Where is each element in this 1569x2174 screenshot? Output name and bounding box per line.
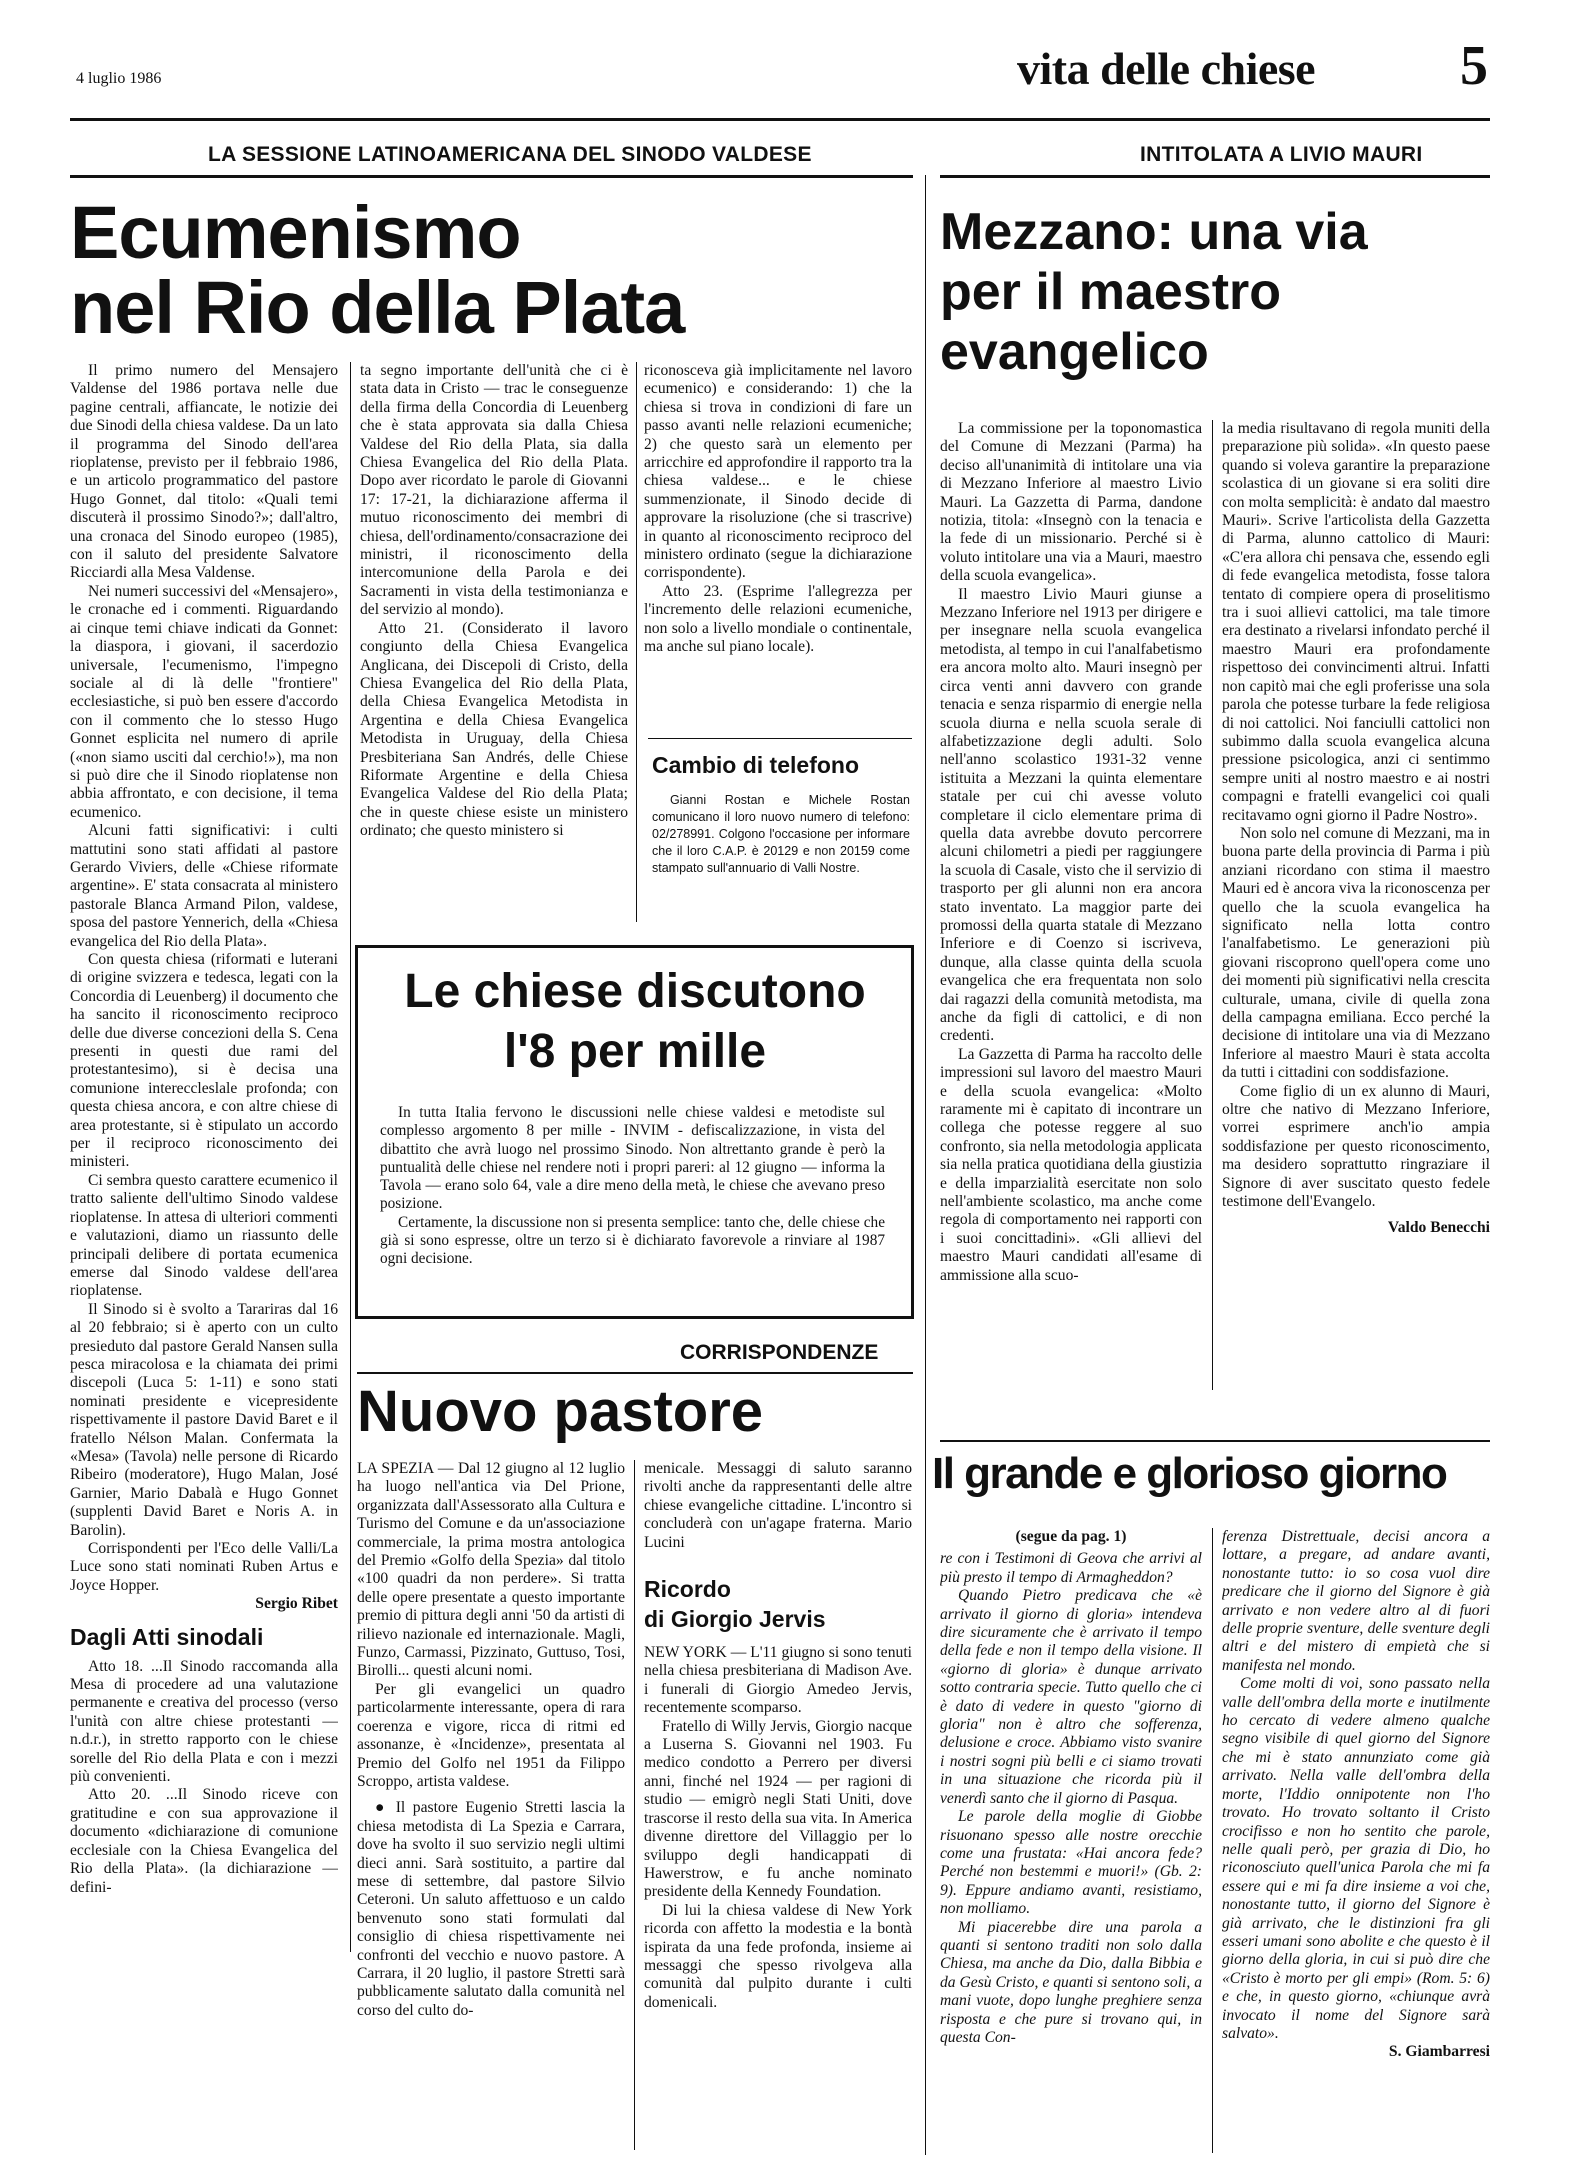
paragraph: Le parole della moglie di Giobbe risuonano spesso alle nostre orecchie come una frustata: «Hai ancora fede? Perché non bestemmi e muori!» (Gb. 2: 9). Eppure andiamo avanti, resistiamo, non molliamo. [940,1808,1202,1918]
column-divider [636,362,637,922]
paragraph: La Gazzetta di Parma ha raccolto delle impressioni sul lavoro del maestro Mauri e della scuola evangelica: «Molto raramente mi è capitato di incontrare un collega che potesse reggere al suo confronto, sia nella metodologia applicata sia nella pratica quotidiana della giustizia e della imparzialità esercitate non solo nell'ambiente scolastico, ma anche come regola di comportamento nei rapporti con i suoi concittadini». «Gli allievi del maestro Mauri candidati all'esame di ammissione alla scuo- [940,1045,1202,1284]
column-divider [1212,420,1213,1390]
kicker-mezzano: INTITOLATA A LIVIO MAURI [1140,143,1423,166]
paragraph: Quando Pietro predicava che «è arrivato il giorno di gloria» intendeva dire sicuramente che è arrivato il tempo della fede e non il tempo della visione. Il «giorno di gloria» è dunque arrivato sotto contraria specie. Tutto quello che ci è dato di vedere in questo "giorno di gloria" non è altro che sofferenza, delusione e croce. Abbiamo visto svanire i nostri sogni più belli e ci siamo trovati in una situazione che ricorda più il venerdì santo che il giorno di Pasqua. [940,1587,1202,1807]
headline-line2: l'8 per mille [503,1025,767,1078]
page-number: 5 [1460,35,1488,97]
paragraph: Atto 21. (Considerato il lavoro congiunto della Chiesa Evangelica Anglicana, dei Discepoli di Cristo, della Chiesa Evangelica del Rio della Plata, della Chiesa Evangelica Metodista in Argentina e della Chiesa Evangelica Metodista in Uruguay, della Chiesa Presbiteriana San Andrés, delle Chiese Riformate Argentine e della Chiesa Evangelica Valdese del Rio della Plata; che in queste chiese esiste un ministero ordinato; che questo ministero si [360,619,628,840]
headline-nuovo-pastore: Nuovo pastore [357,1379,764,1444]
headline-ecumenismo [70,191,685,350]
headline-line3: evangelico [940,323,1209,381]
corrispondenze-rule [357,1372,913,1374]
paragraph [357,1799,625,2020]
paragraph: Come molti di voi, sono passato nella valle dell'ombra della morte e inutilmente ho cercato di vedere almeno qualche segno visibile di quel giorno del Signore che mi è stato annunziato come già arrivato. Nella valle dell'ombra della morte, l'Iddio onnipotente non l'ho trovato. Ho trovato soltanto il Cristo crocifisso e non ho sentito che parole, nelle quali però, per grazia di Dio, ho riconosciuto quell'unica Parola che mi fa essere qui e mi fa dire insieme a voi che, nonostante tutto, il giorno del Signore è già arrivato, che le distinzioni fra gli esseri umani sono abolite e che questo è il giorno della gloria, in cui si può dire che «Cristo è morto per gli empi» (Rom. 5: 6) e che, in questo giorno, «chiunque avrà invocato il nome del Signore sarà salvato». [1222,1675,1490,2042]
signature: Sergio Ribet [255,1595,338,1613]
paragraph: ferenza Distrettuale, decisi ancora a lottare, a pregare, ad andare avanti, nonostante tutto: io so cosa vuol dire predicare che il giorno del Signore è già arrivato e non vedere altro al di fuori delle proprie sventure, delle sventure degli altri e del mistero di empietà che si manifesta nel mondo. [1222,1528,1490,1674]
kicker-ecumenismo: LA SESSIONE LATINOAMERICANA DEL SINODO VALDESE [208,143,812,166]
paragraph: Con questa chiesa (riformati e luterani di origine svizzera e tedesca, legati con la Concordia di Leuenberg) il documento che ha sancito il riconoscimento reciproco delle due diverse concezioni della S. Cena presenti in questi due rami del protestantesimo), si è decisa una comunione intereccleslale profonda; con questa chiesa ancora, e con altre chiese di area protestante, si è stipulato un accordo per il reciproco riconoscimento dei ministeri. [70,951,338,1171]
column-divider [350,362,351,1952]
paragraph: Nei numeri successivi del «Mensajero», le cronache ed i commenti. Riguardando ai cinque temi chiave indicati da Gonnet: la diaspora, i giovani, il sacerdozio universale, l'ecumenismo, l'impegno sociale al di là delle "frontiere" ecclesiastiche, si può ben essere d'accordo con il commento che lo stesso Hugo Gonnet esplicita nel numero di aprile («non siamo usciti dal cerchio!»), ma non si può dire che il Sinodo rioplatense non abbia affrontato, e con decisione, il tema ecumenico. [70,582,338,821]
kicker-rule-right [940,175,1490,178]
mezzano-column-2 [1222,420,1490,1390]
ecumenismo-column-3 [644,362,912,732]
headline-mezzano [940,202,1368,382]
otto-per-mille-body [380,1104,885,1304]
subheading-line1: Ricordo [644,1576,731,1603]
headline-ecumenismo-line2: nel Rio della Plata [70,266,685,350]
paragraph: Mi piacerebbe dire una parola a quanti si sentono traditi non solo dalla Chiesa, ma anche da Dio, dalla Bibbia e da Gesù Cristo, e quanti si sentono soli, a mani vuote, dopo lunghe preghiere senza risposta e che pure si trovano qui, in questa Con- [940,1918,1202,2046]
headline-otto-per-mille [365,962,905,1082]
grande-giorno-column-1 [940,1528,1202,2158]
paragraph: Il primo numero del Mensajero Valdense del 1986 portava nelle due pagine centrali, affiancate, le notizie dei due Sinodi della chiesa valdese. Da un lato il programma del Sinodo dell'area rioplatense, previsto per il febbraio 1986, e un articolo programmatico del pastore Hugo Gonnet, dal titolo: «Quali temi discuterà il prossimo Sinodo?»; dall'altro, una cronaca del Sinodo europeo (1985), con il saluto del presidente Salvatore Ricciardi alla Mesa Valdense. [70,362,338,582]
paragraph: re con i Testimoni di Geova che arrivi al più presto il tempo di Armagheddon? [940,1550,1202,1586]
paragraph: Ci sembra questo carattere ecumenico il tratto saliente dell'ultimo Sinodo valdese rioplatense. In attesa di ulteriori commenti e valutazioni, diamo un riassunto delle principali delibere di portata ecumenica emerse dal Sinodo valdese dell'area rioplatense. [70,1171,338,1300]
nuovo-pastore-column-1 [357,1460,625,2158]
subheading-ricordo [644,1574,912,1634]
paragraph: menicale. Messaggi di saluto saranno rivolti anche da rappresentanti delle altre chiese evangeliche cittadine. L'incontro si concluderà con un'agape fraterna. Mario Lucini [644,1460,912,1551]
paragraph: Certamente, la discussione non si presenta semplice: tanto che, delle chiese che già si sono espresse, oltre un terzo si è dichiarato favorevole a rinviare al 1987 ogni decisione. [380,1213,885,1268]
subheading-atti-sinodali: Dagli Atti sinodali [70,1623,264,1650]
signature: Valdo Benecchi [1387,1219,1490,1237]
paragraph: Atto 18. ...Il Sinodo raccomanda alla Mesa di procedere ad una valutazione permanente e creativa del processo (verso l'unità con altre chiese protestanti — n.d.r.), in stretto rapporto con le chiese sorelle del Rio della Plata e con i mezzi più convenienti. [70,1657,338,1786]
paragraph: Alcuni fatti significativi: i culti mattutini sono stati affidati al pastore Gerardo Viviers, delle «Chiese riformate argentine». E' stata consacrata al ministero pastorale Blanca Armand Pilon, valdese, sposa del pastore Yennerich, della «Chiesa evangelica del Rio della Plata». [70,822,338,950]
kicker-corrispondenze: CORRISPONDENZE [680,1341,879,1364]
paragraph: Atto 23. (Esprime l'allegrezza per l'incremento delle relazioni ecumeniche, non solo a livello mondiale o continentale, ma anche sul piano locale). [644,582,912,656]
paragraph: la media risultavano di regola muniti della preparazione più solida». «In questo paese quando si voleva garantire la preparazione scolastica di un giovane si era soliti dire con molta semplicità: è andato dal maestro Mauri». Scrive l'articolista della Gazzetta di Parma, alunno cattolico di Mauri: «C'era allora chi pensava che, essendo egli di fede evangelica metodista, fosse talora tentato di compiere opera di proselitismo tra i suoi allievi cattolici, ma tale timore era destinato a rivelarsi infondato perché il maestro Mauri era profondamente rispettoso dei convincimenti altrui. Infatti non capitò mai che egli proferisse una sola parola che potesse turbare la fede religiosa di noi cattolici. Noi fanciulli cattolici non subimmo dalla scuola evangelica alcuna pressione psicologica, anzi ci sentimmo sempre uniti al nostro maestro e ai nostri compagni e fratelli evangelici coi quali recitavamo ogni giorno il Padre Nostro». [1222,420,1490,824]
column-divider [1212,1528,1213,2153]
paragraph: Atto 20. ...Il Sinodo riceve con gratitudine e con sua approvazione il documento «dichiarazione di comunione ecclesiale con la Chiesa Evangelica del Rio della Plata». (la dichiarazione — defini- [70,1786,338,1896]
paragraph: La commissione per la toponomastica del Comune di Mezzani (Parma) ha deciso all'unanimità di intitolare una via di Mezzano Inferiore al maestro Livio Mauri. La Gazzetta di Parma, dandone notizia, titola: «Insegnò con la tenacia e la fede di un missionario. Perché si è voluto intitolare una via a Mauri, maestro della scuola evangelica». [940,420,1202,585]
continued-note: (segue da pag. 1) [1015,1528,1127,1545]
paragraph: Corrispondenti per l'Eco delle Valli/La Luce sono stati nominati Ruben Artus e Joyce Hopper. [70,1540,338,1594]
headline-line1: Le chiese discutono [404,965,866,1018]
paragraph: Per gli evangelici un quadro particolarmente interessante, opera di rara coerenza e vigore, ricca di ritmi ed assonanze, è «Incidenze», presentata al Premio del Golfo nel 1951 da Filippo Scroppo, artista valdese. [357,1680,625,1790]
masthead-rule [70,118,1490,121]
paragraph: Non solo nel comune di Mezzani, ma in buona parte della provincia di Parma i più anziani ricordano con stima il maestro Mauri ed è ancora viva la riconoscenza per quello che la scuola evangelica ha significato nella lotta contro l'analfabetismo. Le generazioni più giovani riscoprono quell'opera come uno dei momenti più significativi nella crescita culturale, umana, civile di quella zona della campagna emiliana. Ecco perché la decisione di intitolare una via di Mezzano Inferiore al maestro Mauri è stata accolta da tutti i cittadini con soddisfazione. [1222,824,1490,1082]
grande-giorno-column-2 [1222,1528,1490,2158]
signature: S. Giambarresi [1388,2043,1490,2061]
headline-grande-giorno: Il grande e glorioso giorno [932,1449,1447,1498]
ecumenismo-column-1 [70,362,338,1972]
nuovo-pastore-column-2 [644,1460,912,2158]
kicker-rule-left [70,175,913,178]
paragraph: In tutta Italia fervono le discussioni nelle chiese valdesi e metodiste sul complesso argomento 8 per mille - INVIM - defiscalizzazione, in vista del dibattito che avrà luogo nel prossimo Sinodo. Non altrettanto grande è però la puntualità delle chiese nel rendere noti i propri pareri: al 12 giugno — informa la Tavola — erano solo 64, vale a dire meno della metà, le chiese che avevano preso posizione. [380,1104,885,1213]
paragraph: Fratello di Willy Jervis, Giorgio nacque a Luserna S. Giovanni nel 1903. Fu medico condotto a Perrero per diversi anni, finché nel 1924 — per ragioni di studio — emigrò negli Stati Uniti, dove trascorse il resto della sua vita. In America divenne direttore del Villaggio per lo sviluppo degli handicappati di Hawerstrow, e fu anche nominato presidente della Kennedy Foundation. [644,1717,912,1901]
notice-rule [648,738,912,739]
paragraph: LA SPEZIA — Dal 12 giugno al 12 luglio ha luogo nell'antica via Del Prione, organizzata dall'Assessorato alla Cultura e Turismo del Comune e da un'associazione commerciale, la prima mostra antologica del Premio «Golfo della Spezia» dal titolo «100 quadri da non perdere». Si tratta delle opere presentate a questo importante premio di pittura degli anni '50 da artisti di rilievo nazionale ed internazionale. Magli, Funzo, Carmassi, Pizzinato, Guttuso, Tosi, Birolli... questi alcuni nomi. [357,1460,625,1680]
notice-telefono-title: Cambio di telefono [652,752,859,778]
paragraph: riconosceva già implicitamente nel lavoro ecumenico) e considerando: 1) che la chiesa si trova in condizioni di fare un passo avanti nelle relazioni ecumeniche; 2) che questo sarà un elemento per arricchire ed approfondire il rapporto tra la chiesa valdese... e le chiese summenzionate, il Sinodo decide di approvare la risoluzione (che si trascrive) in quanto al riconoscimento reciproco del ministero ordinato (segue la dichiarazione corrispondente). [644,362,912,582]
column-divider [634,1460,635,2150]
subheading-line2: di Giorgio Jervis [644,1606,826,1633]
grande-giorno-rule [940,1440,1490,1442]
headline-line2: per il maestro [940,263,1282,321]
paragraph: Di lui la chiesa valdese di New York ricorda con affetto la modestia e la bontà ispirata da una fede profonda, insieme ai messaggi che spesso rivolgeva alla comunità dal pulpito durante i culti domenicali. [644,1901,912,2011]
page-divider [925,175,926,2155]
headline-line1: Mezzano: una via [940,203,1368,261]
paragraph-text: Il pastore Eugenio Stretti lascia la chiesa metodista di La Spezia e Carrara, dove ha svolto il suo servizio negli ultimi dieci anni. Sarà sostituito, a partire dal mese di settembre, dal pastore Silvio Ceteroni. Un saluto affettuoso e un caldo benvenuto sono stati formulati dal consiglio di chiesa rispettivamente nei confronti del vecchio e nuovo pastore. A Carrara, il 20 luglio, il pastore Stretti sarà pubblicamente salutato dalla comunità nel corso del culto do- [357,1799,625,2019]
paragraph: Come figlio di un ex alunno di Mauri, oltre che nativo di Mezzano Inferiore, vorrei esprimere anch'io ampia soddisfazione per questo riconoscimento, ma desidero soprattutto ringraziare il Signore di aver suscitato questo fedele testimone dell'Evangelo. [1222,1082,1490,1211]
paragraph: ta segno importante dell'unità che ci è stata data in Cristo — trac le conseguenze della firma della Concordia di Leuenberg che è stata approvata sia dalla Chiesa Valdese del Rio della Plata, sia dalla Chiesa Evangelica del Rio della Plata. Dopo aver ricordato le parole di Giovanni 17: 17-21, la dichiarazione afferma il mutuo riconoscimento dei membri di chiesa, dell'ordinamento/consacrazione dei ministri, il riconoscimento della intercomunione della Parola e dei Sacramenti in vista della testimonianza e del servizio al mondo). [360,362,628,619]
page-date: 4 luglio 1986 [76,70,162,87]
notice-telefono-body [652,792,910,942]
paragraph: Gianni Rostan e Michele Rostan comunicano il loro nuovo numero di telefono: 02/278991. Colgono l'occasione per informare che il loro C.A.P. è 20129 e non 20159 come stampato sull'annuario di Valli Nostre. [652,793,910,875]
ecumenismo-column-2 [360,362,628,922]
headline-ecumenismo-line1: Ecumenismo [70,191,521,274]
bullet-icon: ● [375,1799,396,1817]
paragraph: Il maestro Livio Mauri giunse a Mezzano Inferiore nel 1913 per dirigere e per insegnare nella scuola evangelica metodista, al tempo in cui l'analfabetismo era ancora molto alto. Mauri insegnò per circa venti anni davvero con grande tenacia e senza risparmio di energie nella scuola diurna e nella scuola serale di alfabetizzazione degli adulti. Solo nell'anno scolastico 1931-32 venne istituita a Mezzani la quinta elementare statale per cui chi avesse voluto completare il ciclo elementare prima di quella data avrebbe dovuto percorrere alcuni chilometri a piedi per raggiungere la scuola di Casale, visto che il servizio di trasporto per gli alunni non era ancora stato inventato. La maggior parte dei promossi della quarta statale di Mezzano Inferiore e di Coenzo si iscriveva, dunque, alla classe quinta della scuola evangelica che era frequentata non solo dai ragazzi della comunità metodista, ma anche da figli di cattolici, e di non credenti. [940,585,1202,1045]
section-title: vita delle chiese [1017,43,1316,94]
mezzano-column-1 [940,420,1202,1390]
paragraph: Il Sinodo si è svolto a Tarariras dal 16 al 20 febbraio; si è aperto con un culto presieduto dal pastore Gerald Nansen sulla pesca miracolosa e la chiamata dei primi discepoli (Luca 5: 1-11) e sono stati nominati presidente e vicepresidente rispettivamente il pastore David Baret e il fratello Nélson Malan. Confermata la «Mesa» (Tavola) nelle persone di Ricardo Ribeiro (moderatore), Hugo Malan, José Garnier, Mario Dabalà e Hugo Gonnet (supplenti David Baret e Noris A. in Barolin). [70,1300,338,1539]
paragraph: NEW YORK — L'11 giugno si sono tenuti nella chiesa presbiteriana di Madison Ave. i funerali di Giorgio Amedeo Jervis, recentemente scomparso. [644,1644,912,1717]
